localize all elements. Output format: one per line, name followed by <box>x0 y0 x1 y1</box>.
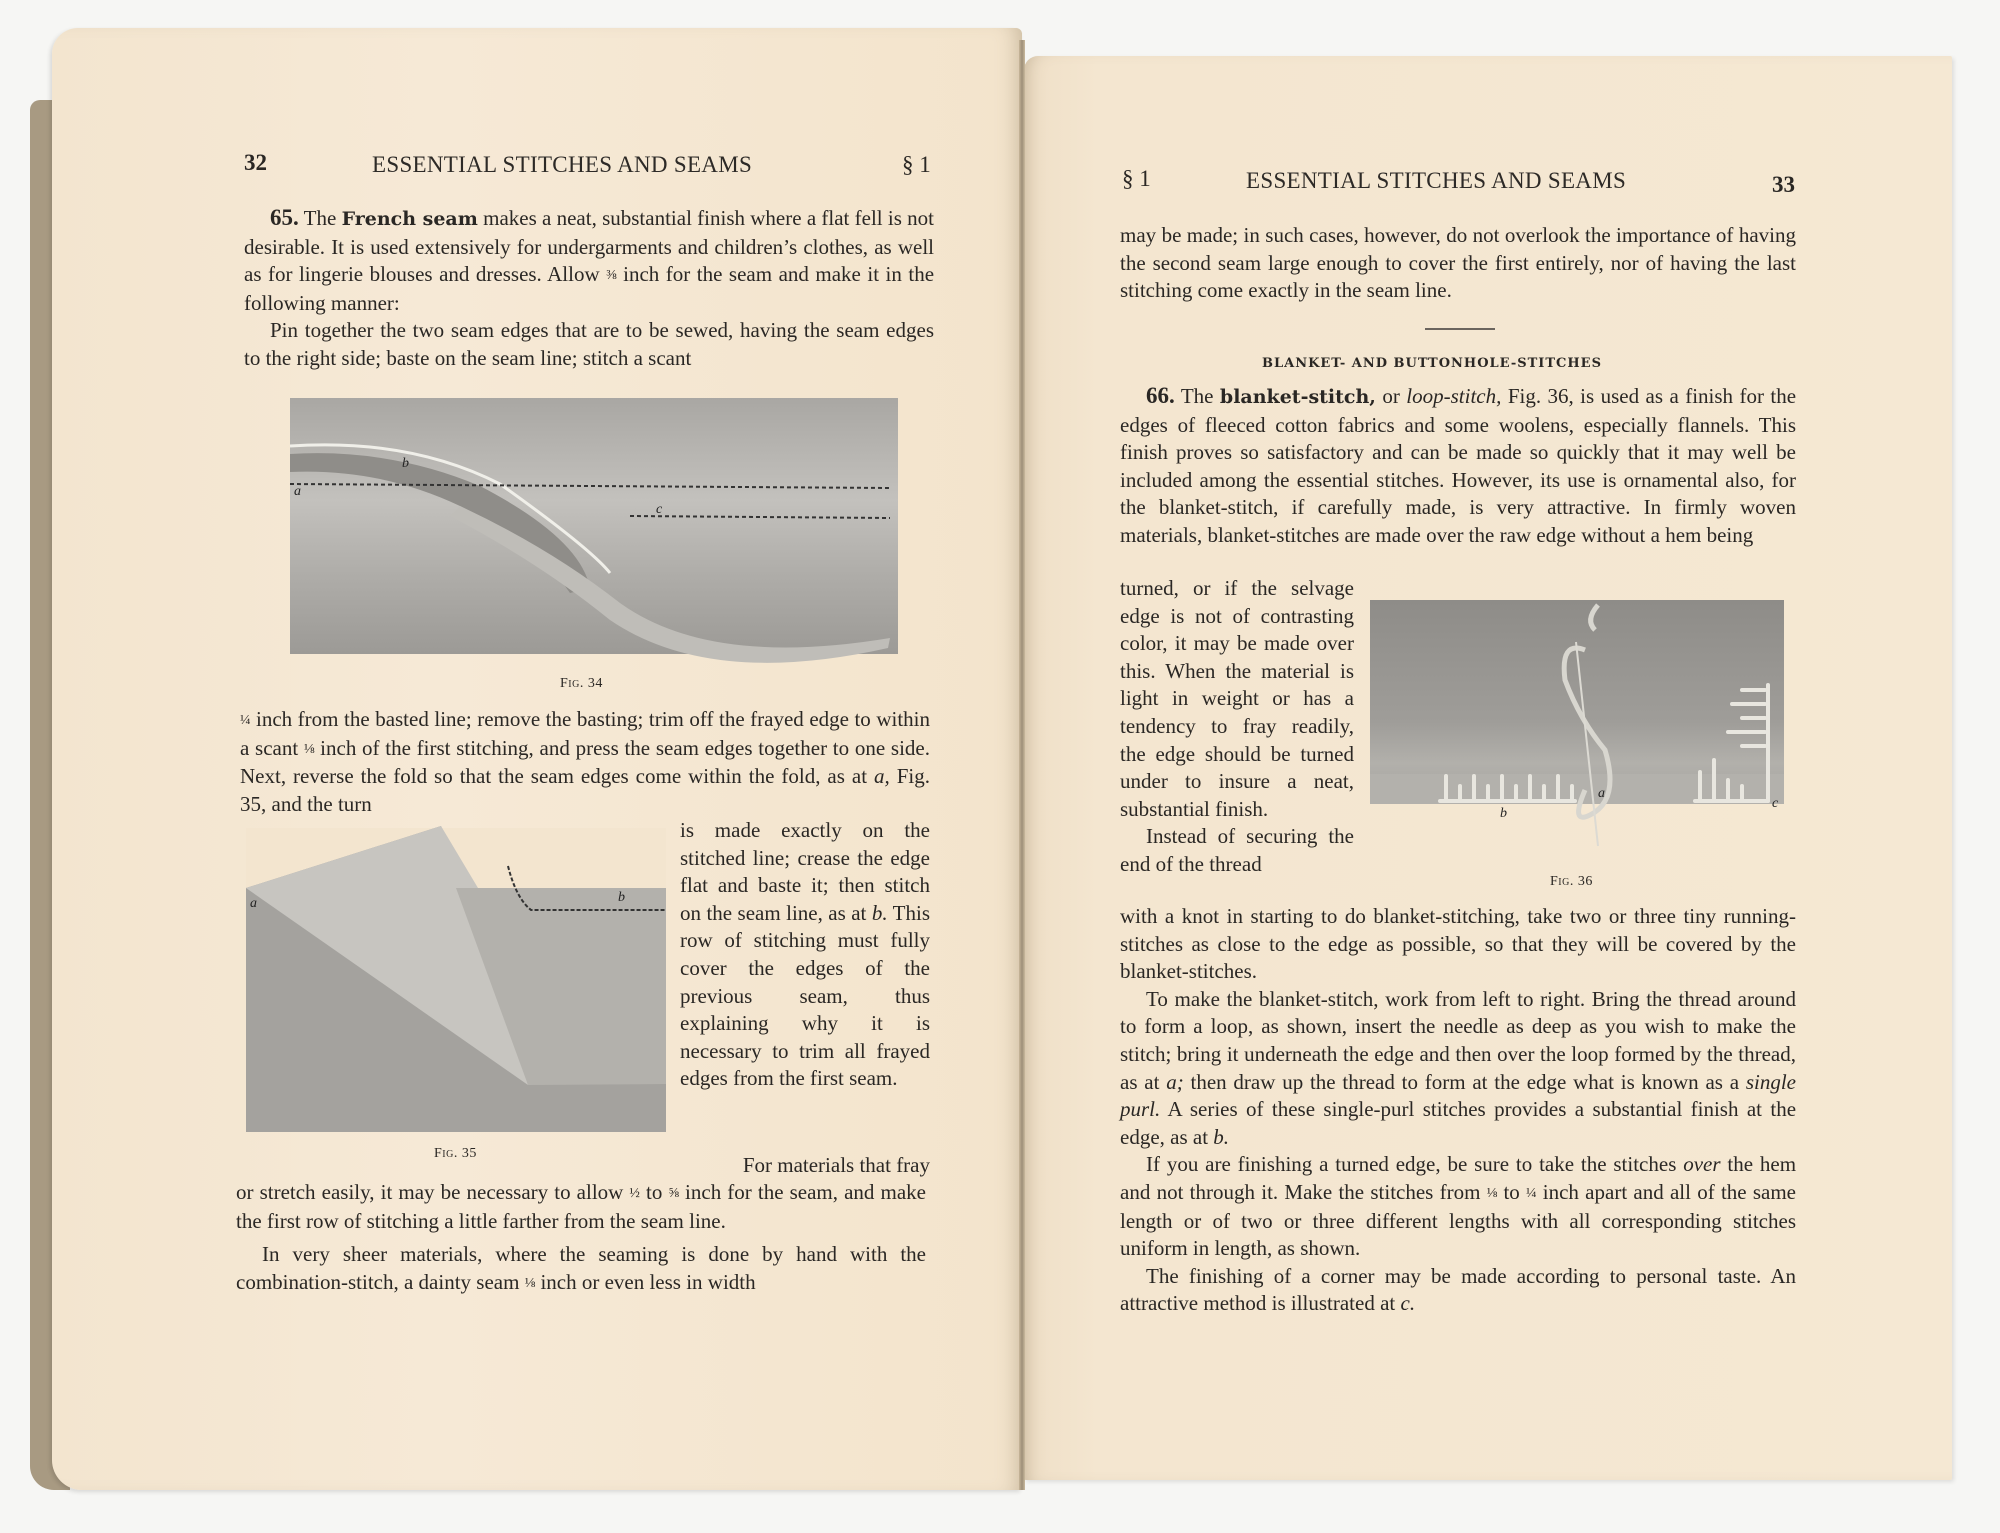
paragraph-pin: Pin together the two seam edges that are to be sewed, having the seam edges to the right side; baste on the seam line; stitch a scant <box>244 318 934 370</box>
paragraph-66 <box>1120 382 1796 550</box>
text: or stretch easily, it may be necessary to allow <box>236 1180 624 1204</box>
blanket-stitch-illustration <box>1370 600 1784 850</box>
fig-label-b: b <box>402 456 409 471</box>
figure-35 <box>246 888 666 1132</box>
paragraph-continuation <box>240 706 930 818</box>
fraction: ⅝ <box>668 1186 679 1201</box>
text: with a knot in starting to do blanket-stitching, take two or three tiny running-stitches as close to the edge as possible, so that they will be covered by the blanket-stitches. <box>1120 904 1796 984</box>
reference-a: a; <box>1166 1069 1184 1094</box>
fig-label-c: c <box>656 502 663 517</box>
text: Fig. 35, and the turn <box>240 764 930 816</box>
text: inch of the first stitching, and press the seam edges together to one side. Next, reverse the fold so that the seam edges come within the fold, as at <box>240 735 930 789</box>
text: The <box>303 206 337 230</box>
text: A series of these single-purl stitches provides a substantial finish at the edge, as at <box>1120 1097 1797 1149</box>
reference-c: c. <box>1400 1291 1416 1316</box>
paragraph-instead <box>1120 903 1796 1318</box>
emphasis-over: over <box>1683 1152 1721 1177</box>
fraction: ⅛ <box>303 741 315 757</box>
text: To make the blanket-stitch, work from left to right. Bring the thread around to form a loop, as shown, insert the needle as deep as you wish to make the stitch; bring it underneath the edge and then over the loop formed by the thread, as at <box>1120 986 1796 1094</box>
term-single-purl: single purl. <box>1120 1069 1797 1122</box>
text: inch for the seam, and make the first row of stitching a little farther from the seam line. <box>236 1180 926 1233</box>
fig-label-b: b <box>618 890 625 905</box>
paragraph-fray-lead: For materials that fray <box>742 1153 930 1177</box>
paragraph-top-right: may be made; in such cases, however, do not overlook the importance of having the second seam large enough to cover the first entirely, nor of having the last stitching come exactly in the seam line. <box>1120 223 1796 303</box>
french-seam-illustration <box>290 398 898 654</box>
text: If you are finishing a turned edge, be sure to take the stitches <box>1146 1152 1677 1177</box>
term-blanket-stitch: blanket-stitch, <box>1219 386 1376 408</box>
fraction: ¼ <box>1526 1185 1537 1201</box>
fig-label-a: a <box>294 484 301 499</box>
text: to <box>1503 1179 1520 1204</box>
text: inch from the basted line; remove the basting; trim off the frayed edge to within a scant <box>240 707 930 760</box>
text: Fig. 36, is used as a finish for the edges of fleeced cotton fabrics and some woolens, especially flannels. This finish proves so satisfactory and can be made so quickly that it may well be included among the essential stitches. However, its use is ornamental also, for the blanket-stitch, if carefully made, is very attractive. In firmly woven materials, blanket-stitches are made over the raw edge without a hem being <box>1120 384 1797 547</box>
paragraph-66-side <box>1120 575 1354 879</box>
fraction: ⅜ <box>606 268 617 284</box>
fraction: ½ <box>629 1186 640 1201</box>
running-title-right: ESSENTIAL STITCHES AND SEAMS <box>1246 168 1627 193</box>
term-french-seam: French seam <box>341 208 478 230</box>
reference-a: a, <box>874 764 890 789</box>
fraction: ⅛ <box>524 1275 536 1291</box>
text: to <box>646 1180 663 1204</box>
text: the hem and not through it. Make the stitches from <box>1120 1152 1797 1204</box>
text: is made exactly on the stitched line; crease the edge flat and baste it; then stitch on the seam line, as at <box>680 818 930 925</box>
fig-label-b: b <box>1500 806 1507 821</box>
figure-36-caption: Fig. 36 <box>1550 874 1593 889</box>
fig-label-c: c <box>1772 796 1779 811</box>
section-divider <box>1425 328 1495 330</box>
text: This row of stitching must fully cover the edges of the previous seam, thus explaining why it is necessary to trim all frayed edges from the first seam. <box>680 900 930 1091</box>
page-number-left: 32 <box>244 150 267 175</box>
reference-b: b. <box>1213 1124 1230 1149</box>
section-heading: BLANKET- AND BUTTONHOLE-STITCHES <box>1262 356 1602 371</box>
running-title-left: ESSENTIAL STITCHES AND SEAMS <box>372 152 753 177</box>
figure-34 <box>290 398 898 654</box>
fig-label-a: a <box>250 896 257 911</box>
page-number-right: 33 <box>1772 172 1795 197</box>
text: then draw up the thread to form at the edge what is known as a <box>1190 1069 1740 1094</box>
text: turned, or if the selvage edge is not of contrasting color, it may be made over this. When the material is light in weight or has a tendency to fray readily, the edge should be turned under to insure a neat, substantial finish. <box>1120 576 1354 821</box>
fraction: ⅛ <box>1486 1185 1498 1201</box>
gutter <box>1019 40 1025 1490</box>
text: inch for the seam and make it in the following manner: <box>244 262 935 315</box>
fraction: ¼ <box>240 713 251 728</box>
paragraph-65 <box>244 204 934 373</box>
figure-34-caption: Fig. 34 <box>560 676 603 691</box>
text: inch apart and all of the same length or of two or three different lengths with all corresponding stitches uniform in length, as shown. <box>1120 1179 1797 1261</box>
reference-b: b. <box>871 900 888 925</box>
term-loop-stitch: loop-stitch, <box>1406 384 1502 408</box>
text: The finishing of a corner may be made according to personal taste. An attractive method is illustrated at <box>1120 1263 1796 1316</box>
paragraph-number: 65. <box>270 205 299 230</box>
text: Instead of securing the end of the thread <box>1120 824 1354 876</box>
text: The <box>1180 384 1214 408</box>
figure-36 <box>1370 600 1784 821</box>
text: makes a neat, substantial finish where a flat fell is not desirable. It is used extensively for undergarments and children’s clothes, as well as for lingerie blouses and dresses. Allow <box>244 206 935 287</box>
fold-illustration <box>246 888 666 1132</box>
text: inch or even less in width <box>540 1269 756 1294</box>
fig-label-a: a <box>1598 786 1605 801</box>
paragraph-fray <box>236 1179 926 1297</box>
text: In very sheer materials, where the seaming is done by hand with the combination-stitch, a dainty seam <box>236 1242 926 1294</box>
paragraph-side-fig35 <box>680 817 930 1093</box>
paragraph-number: 66. <box>1146 383 1175 408</box>
text: or <box>1382 384 1400 408</box>
section-mark-right: § 1 <box>1122 166 1151 191</box>
figure-35-caption: Fig. 35 <box>434 1146 477 1161</box>
section-mark-left: § 1 <box>902 152 931 177</box>
